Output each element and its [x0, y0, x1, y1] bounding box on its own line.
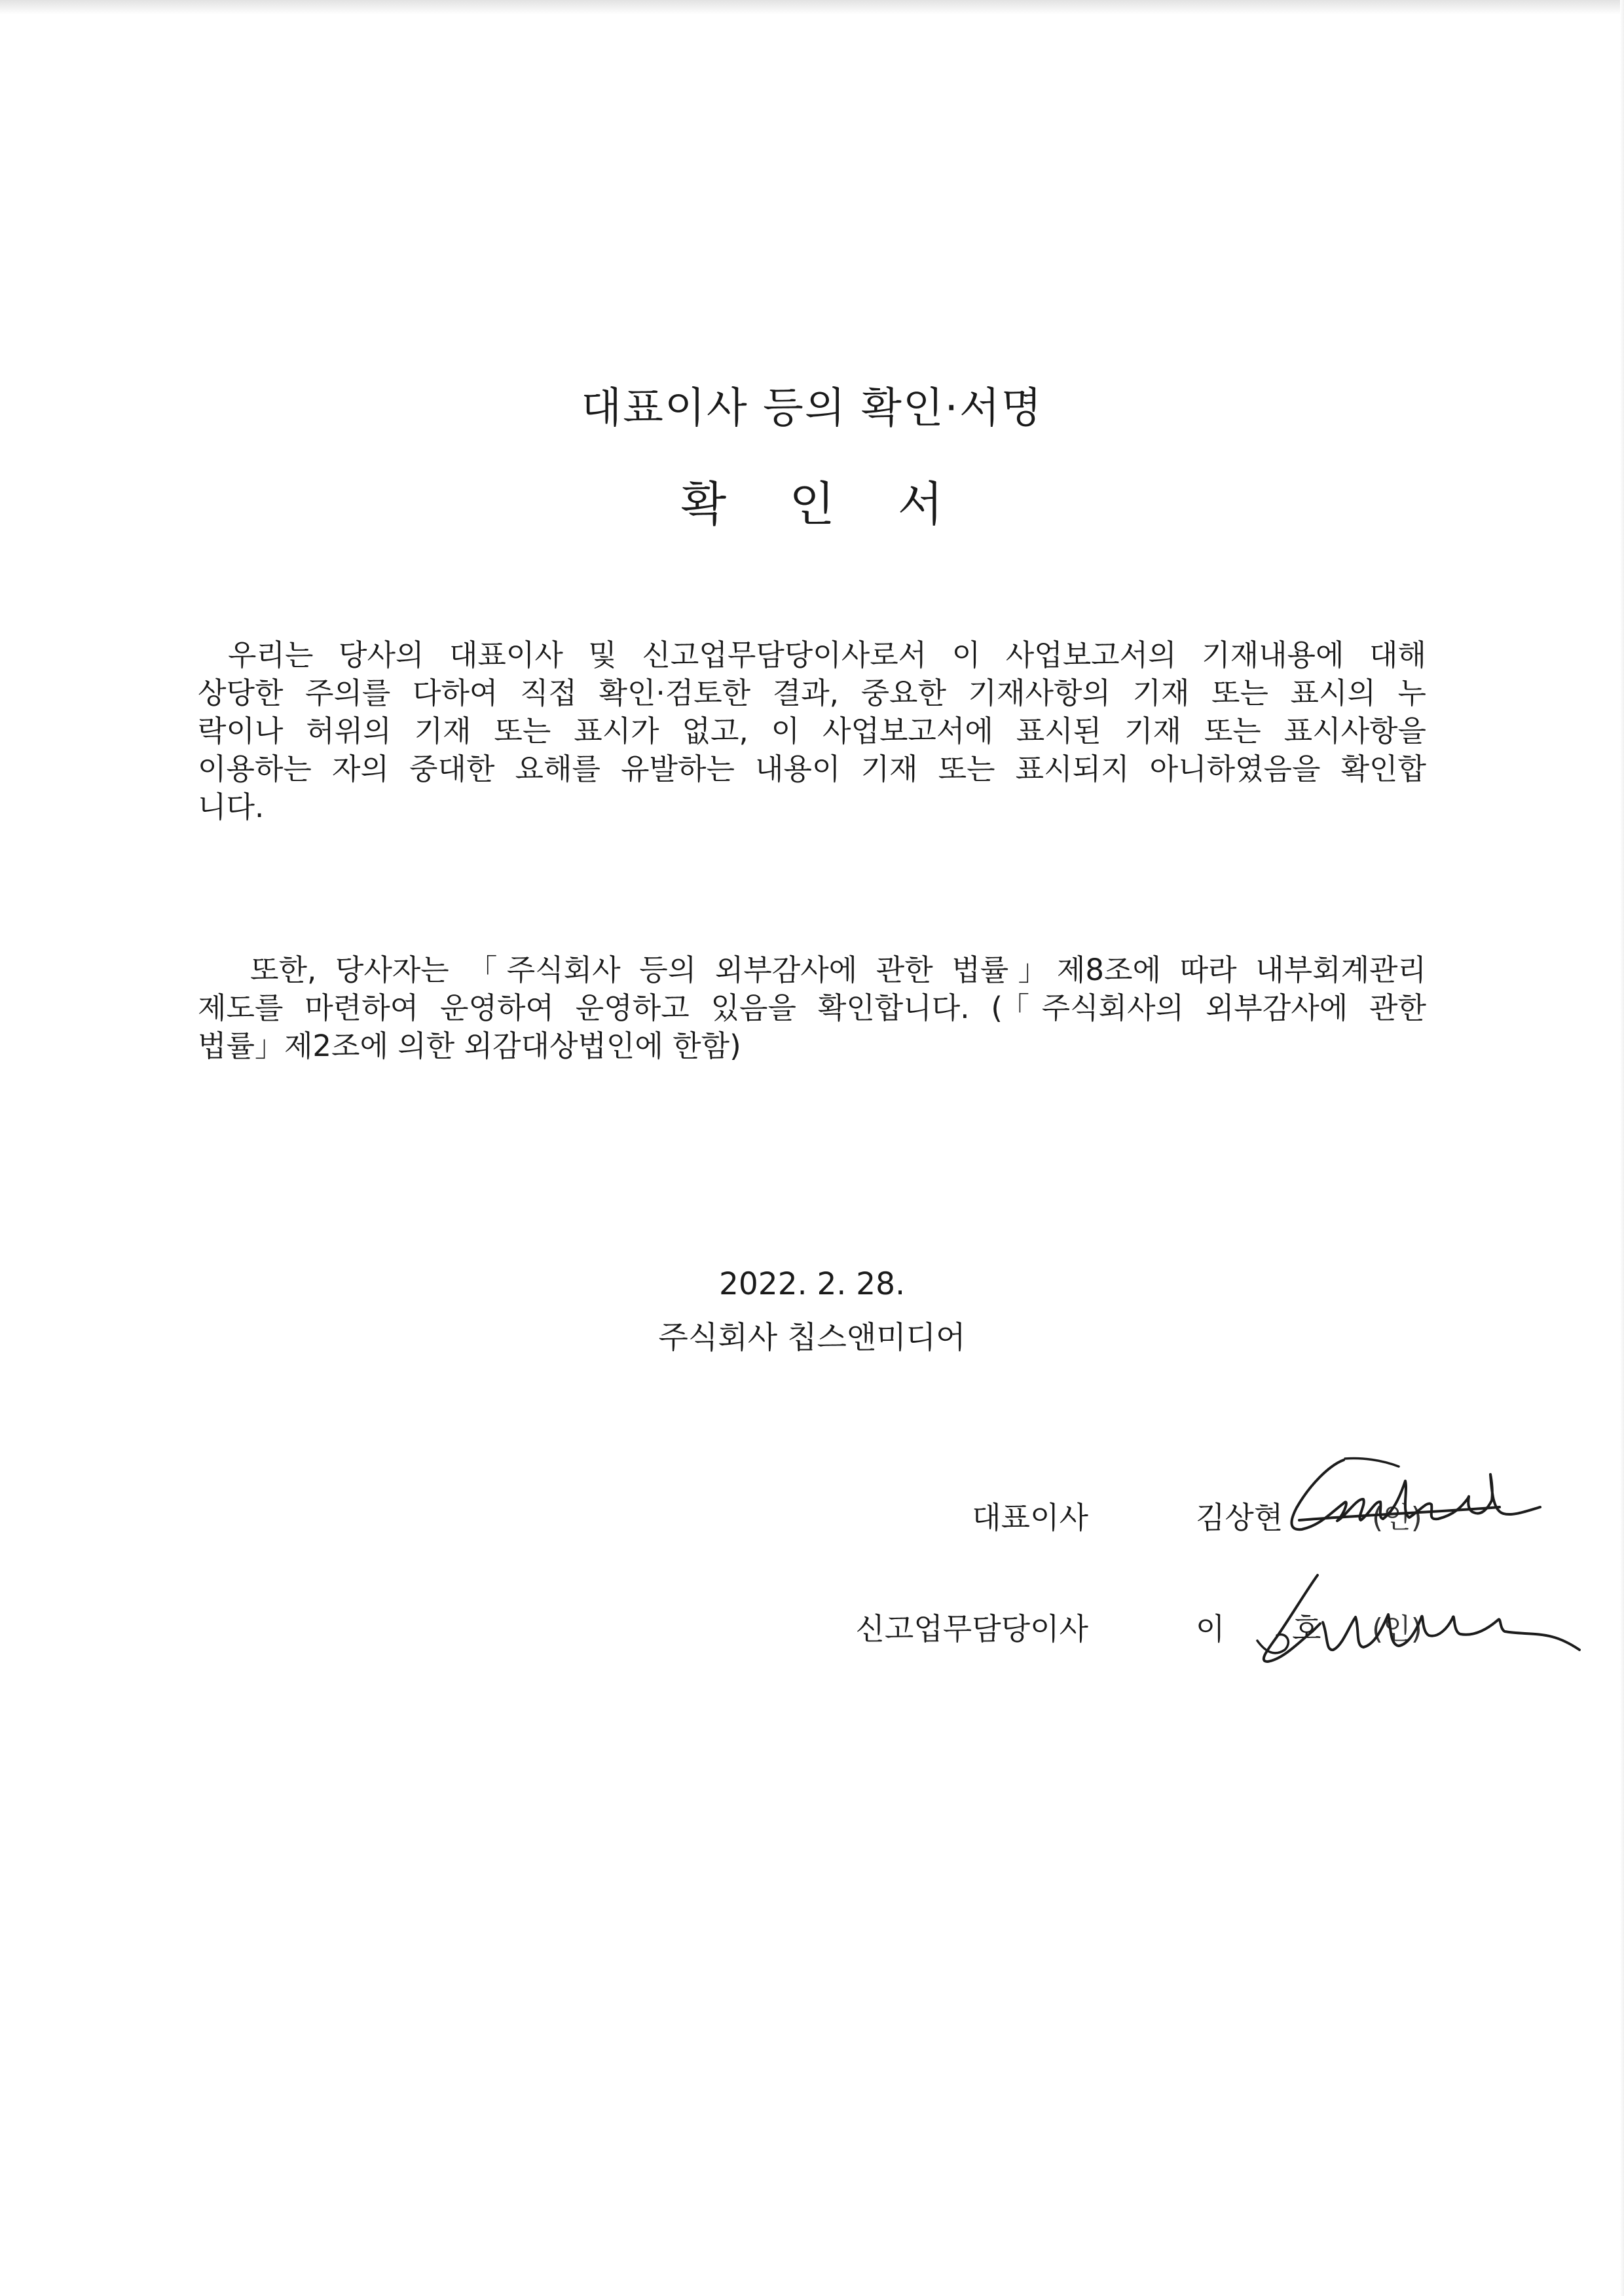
seal-mark: (인) [1372, 1613, 1422, 1646]
paragraph-line: 법률」제2조에 의한 외감대상법인에 한함) [198, 1029, 741, 1063]
scan-top-edge [0, 0, 1624, 14]
document-subtitle [0, 466, 1624, 534]
paragraph-line: 상당한 주의를 다하여 직접 확인·검토한 결과, 중요한 기재사항의 기재 또는 표시의 누 [198, 676, 1426, 710]
seal-mark: (인) [1372, 1501, 1422, 1535]
signatory-name: 김상현 [1196, 1500, 1283, 1535]
signatory-role: 대표이사 [972, 1500, 1088, 1535]
confirmation-paragraph [198, 636, 1426, 826]
document-subtitle-text: 확인서 [680, 477, 1006, 532]
document-date: 2022. 2. 28. [718, 1266, 906, 1302]
internal-control-paragraph [198, 951, 1426, 1065]
scan-right-edge [1620, 0, 1624, 2296]
paragraph-line: 니다. [198, 790, 265, 824]
company-name: 주식회사 칩스앤미디어 [658, 1320, 966, 1356]
signatory-name: 이 호 [1196, 1611, 1350, 1647]
paragraph-line: 또한, 당사자는 「주식회사 등의 외부감사에 관한 법률」제8조에 따라 내부회계관리 [250, 953, 1426, 987]
paragraph-line: 우리는 당사의 대표이사 및 신고업무담당이사로서 이 사업보고서의 기재내용에 대해 [228, 638, 1426, 672]
signatory-role: 신고업무담당이사 [855, 1611, 1088, 1647]
paragraph-line: 이용하는 자의 중대한 요해를 유발하는 내용이 기재 또는 표시되지 아니하였음을 확인합 [198, 752, 1426, 786]
handwritten-signature-ceo [1283, 1452, 1572, 1570]
paragraph-line: 락이나 허위의 기재 또는 표시가 없고, 이 사업보고서에 표시된 기재 또는 표시사항을 [198, 714, 1426, 748]
document-title: 대표이사 등의 확인·서명 [581, 384, 1043, 433]
paragraph-line: 제도를 마련하여 운영하여 운영하고 있음을 확인합니다. (「주식회사의 외부감사에 관한 [198, 991, 1426, 1025]
handwritten-signature-director [1244, 1563, 1585, 1694]
